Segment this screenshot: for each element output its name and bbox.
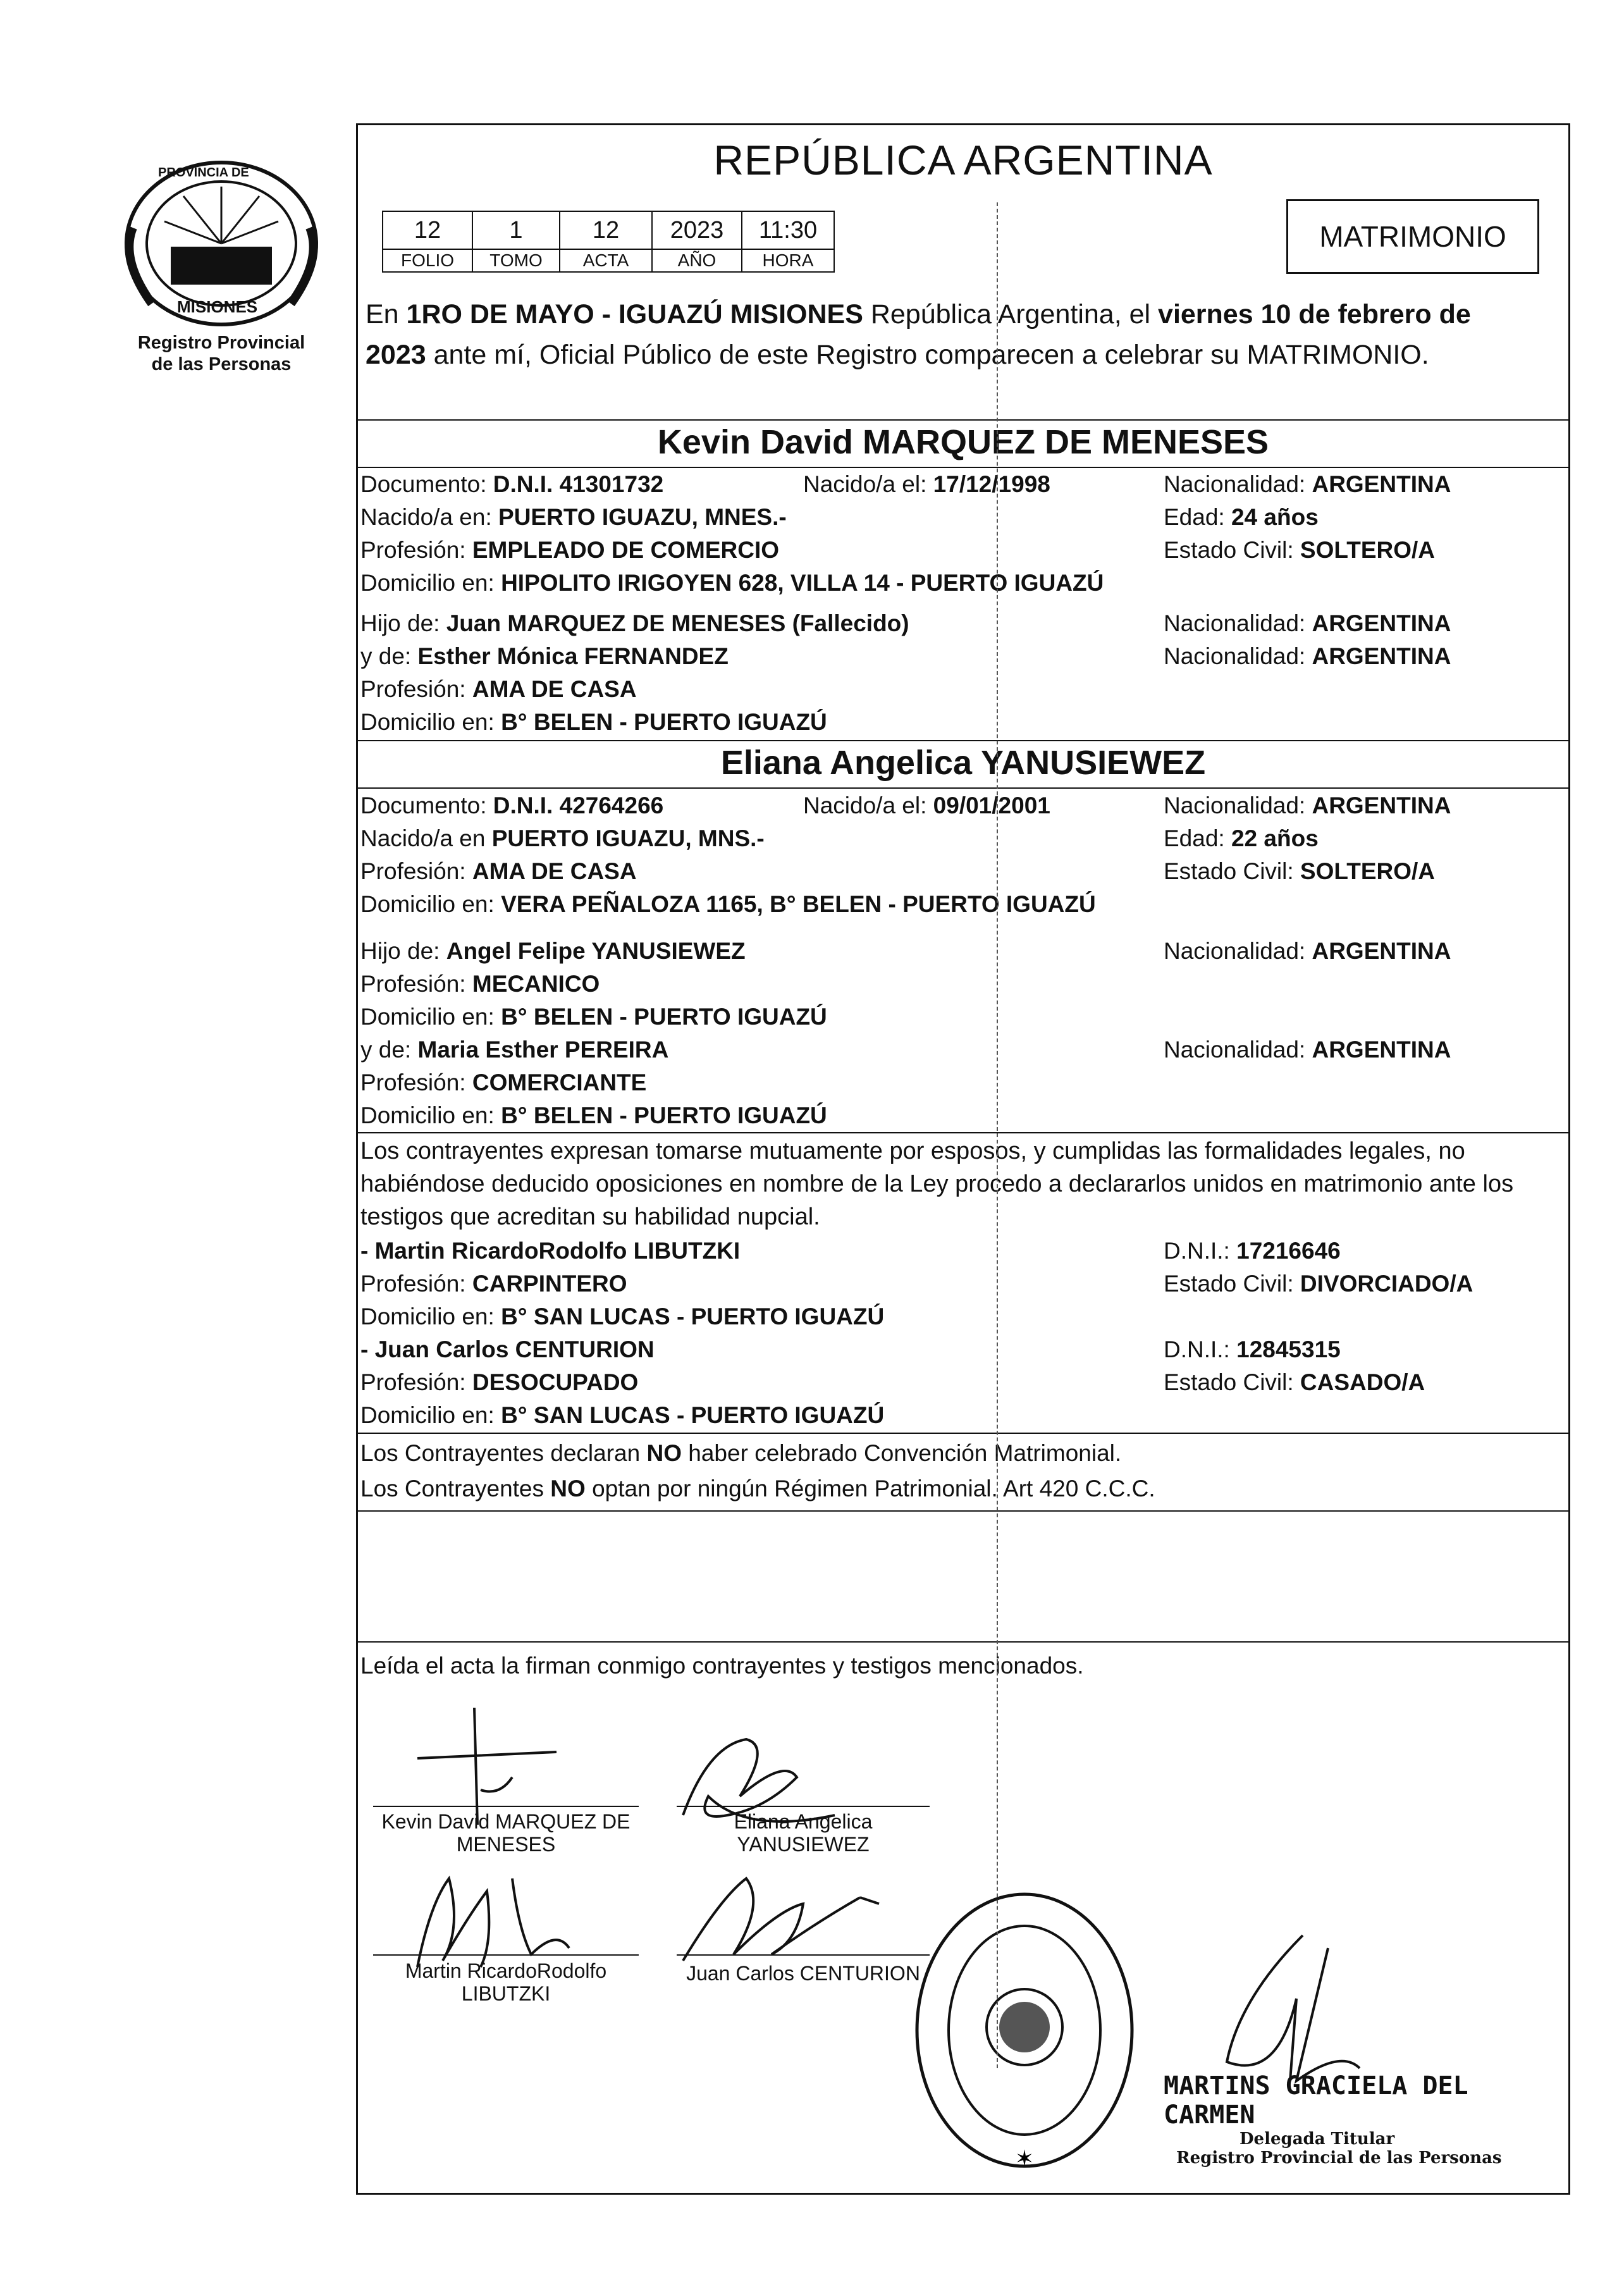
spouse2-row-father: Hijo de: Angel Felipe YANUSIEWEZ Nacionalidad: ARGENTINA [360, 938, 1451, 964]
hour-value: 11:30 [742, 211, 834, 249]
divider [356, 419, 1570, 421]
tomo-label: TOMO [472, 249, 560, 272]
witness2-row-name: - Juan Carlos CENTURION D.N.I.: 12845315 [360, 1336, 1341, 1362]
spouse2-row-profession: Profesión: AMA DE CASA Estado Civil: SOLTERO/A [360, 858, 1436, 884]
spouse1-row-father: Hijo de: Juan MARQUEZ DE MENESES (Fallecido) Nacionalidad: ARGENTINA [360, 610, 1451, 636]
intro-paragraph: En 1RO DE MAYO - IGUAZÚ MISIONES República Argentina, el viernes 10 de febrero de 2023 ante mí, Oficial Público de este Registro comparecen a celebrar su MATRIMONIO. [366, 299, 1471, 370]
document-type-box: MATRIMONIO [1286, 199, 1539, 274]
logo-top-text: PROVINCIA DE [158, 166, 249, 180]
convention-line-2: Los Contrayentes NO optan por ningún Régimen Patrimonial. Art 420 C.C.C. [360, 1476, 1155, 1502]
hour-label: HORA [742, 249, 834, 272]
reference-table [382, 211, 835, 273]
divider [356, 1132, 1570, 1133]
signature-label-eliana: Eliana Angelica YANUSIEWEZ [734, 1810, 873, 1856]
closing-line: Leída el acta la firman conmigo contrayentes y testigos mencionados. [360, 1653, 1084, 1679]
registry-caption: Registro Provincial de las Personas [137, 333, 305, 374]
signature-official [1202, 1923, 1391, 2087]
fold-line [997, 202, 998, 2068]
divider [356, 740, 1570, 741]
folio-label: FOLIO [383, 249, 472, 272]
spouse2-row-address: Domicilio en: VERA PEÑALOZA 1165, B° BELEN - PUERTO IGUAZÚ [360, 891, 1096, 917]
year-label: AÑO [652, 249, 742, 272]
signature-line [677, 1806, 930, 1807]
witness2-row-profession: Profesión: DESOCUPADO Estado Civil: CASADO/A [360, 1369, 1425, 1395]
spouse1-row-doc: Documento: D.N.I. 41301732 Nacido/a el: 17/12/1998 Nacionalidad: ARGENTINA [360, 471, 1451, 497]
spouse2-row-doc: Documento: D.N.I. 42764266 Nacido/a el: 09/01/2001 Nacionalidad: ARGENTINA [360, 792, 1451, 818]
page-title: REPÚBLICA ARGENTINA [713, 137, 1213, 183]
spouse1-row-mother-profession: Profesión: AMA DE CASA [360, 676, 637, 702]
spouse2-row-mother: y de: Maria Esther PEREIRA Nacionalidad: ARGENTINA [360, 1037, 1451, 1063]
year-value: 2023 [652, 211, 742, 249]
spouse2-row-father-profession: Profesión: MECANICO [360, 971, 600, 997]
spouse2-row-mother-profession: Profesión: COMERCIANTE [360, 1070, 647, 1095]
spouse1-row-mother: y de: Esther Mónica FERNANDEZ Nacionalidad: ARGENTINA [360, 643, 1451, 669]
spouse2-row-mother-address: Domicilio en: B° BELEN - PUERTO IGUAZÚ [360, 1102, 827, 1128]
witness1-row-address: Domicilio en: B° SAN LUCAS - PUERTO IGUAZÚ [360, 1304, 885, 1329]
tomo-value: 1 [472, 211, 560, 249]
signature-label-juan: Juan Carlos CENTURION [686, 1962, 920, 1985]
witness1-row-name: - Martin RicardoRodolfo LIBUTZKI D.N.I.: 17216646 [360, 1238, 1341, 1264]
signature-label-kevin: Kevin David MARQUEZ DE MENESES [381, 1810, 631, 1856]
convention-line-1: Los Contrayentes declaran NO haber celebrado Convención Matrimonial. [360, 1440, 1122, 1466]
signature-line [677, 1954, 930, 1956]
signature-line [373, 1954, 639, 1956]
spouse1-row-address: Domicilio en: HIPOLITO IRIGOYEN 628, VILLA 14 - PUERTO IGUAZÚ [360, 570, 1104, 596]
logo-bottom-text: MISIONES [177, 297, 258, 316]
spouse1-row-profession: Profesión: EMPLEADO DE COMERCIO Estado Civil: SOLTERO/A [360, 537, 1436, 563]
witness1-row-profession: Profesión: CARPINTERO Estado Civil: DIVORCIADO/A [360, 1271, 1473, 1297]
spouse2-row-birthplace: Nacido/a en PUERTO IGUAZU, MNS.- Edad: 22 años [360, 825, 1319, 851]
divider [356, 1641, 1570, 1643]
witness2-row-address: Domicilio en: B° SAN LUCAS - PUERTO IGUAZÚ [360, 1402, 885, 1428]
signature-juan [670, 1859, 898, 1973]
acta-label: ACTA [560, 249, 652, 272]
divider [356, 1433, 1570, 1434]
signature-line [373, 1806, 639, 1807]
spouse1-row-mother-address: Domicilio en: B° BELEN - PUERTO IGUAZÚ [360, 709, 827, 735]
spouse1-row-birthplace: Nacido/a en: PUERTO IGUAZU, MNES.- Edad: 24 años [360, 504, 1319, 530]
acta-value: 12 [560, 211, 652, 249]
spouse2-row-father-address: Domicilio en: B° BELEN - PUERTO IGUAZÚ [360, 1004, 827, 1030]
divider [356, 1510, 1570, 1512]
signature-kevin [405, 1701, 607, 1828]
declaration-paragraph: Los contrayentes expresan tomarse mutuamente por esposos, y cumplidas las formalidades legales, no habiéndose deducido oposiciones en nombre de la Ley procedo a declararlos unidos en matrimonio ante los testigos que acreditan su habilidad nupcial. [360, 1138, 1514, 1230]
official-block: MARTINS GRACIELA DEL CARMEN Delegada Titular Registro Provincial de las Personas [1164, 2071, 1502, 2168]
svg-text:✶: ✶ [1014, 2146, 1035, 2172]
folio-value: 12 [383, 211, 472, 249]
divider [356, 787, 1570, 789]
signature-label-martin: Martin RicardoRodolfo LIBUTZKI [405, 1959, 607, 2005]
official-stamp [911, 1888, 1138, 2173]
spouse2-name: Eliana Angelica YANUSIEWEZ [720, 744, 1206, 782]
spouse1-name: Kevin David MARQUEZ DE MENESES [657, 423, 1269, 461]
